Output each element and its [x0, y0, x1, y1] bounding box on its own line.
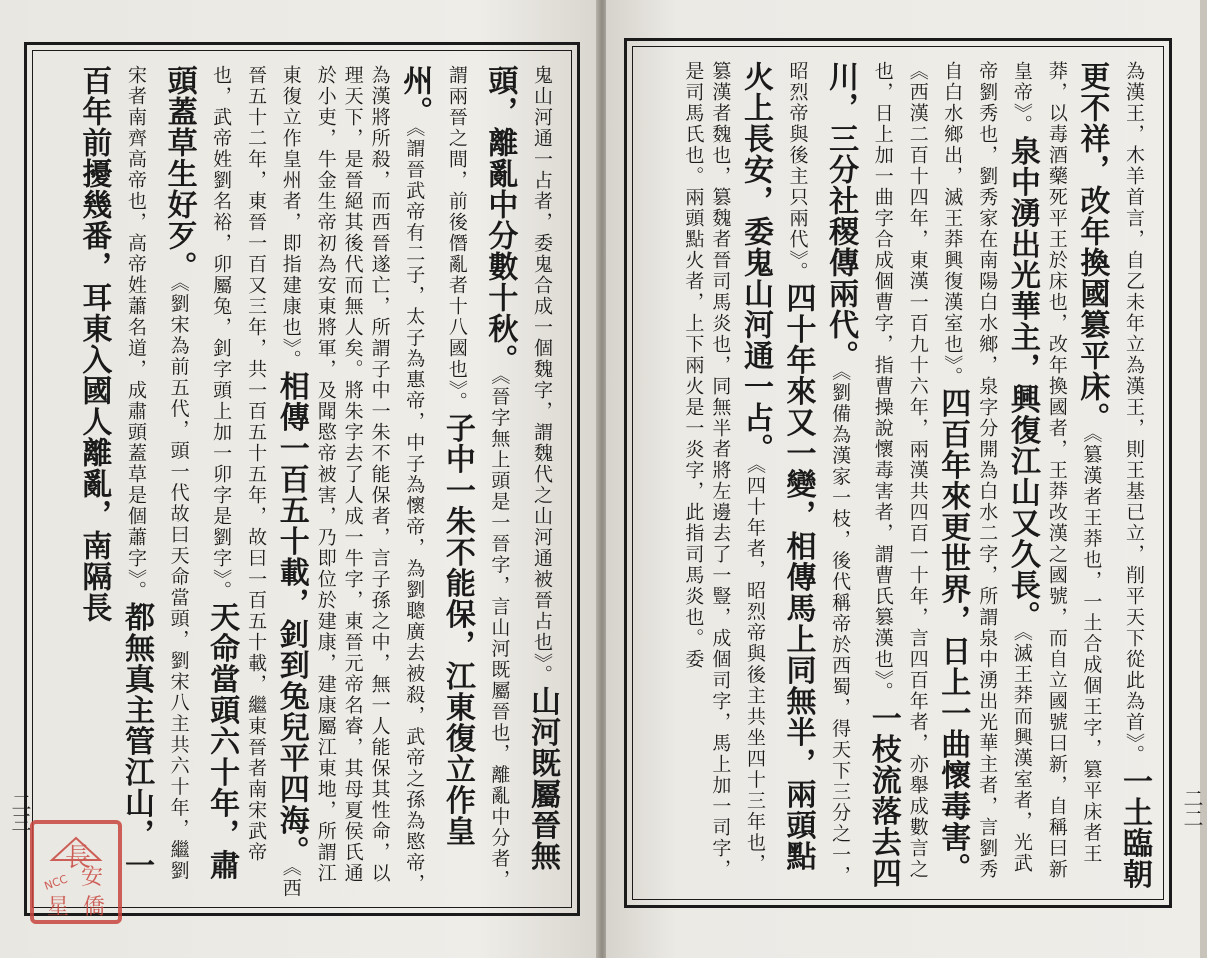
svg-text:安: 安: [80, 865, 104, 890]
verse-text: 四十年來又一變，相傳馬上同無半，兩頭點火上長安，委鬼山河通一占。: [737, 61, 816, 872]
left-page-text: [41, 65, 563, 899]
svg-text:NCC: NCC: [42, 872, 70, 893]
verse-text: 四百年來更世界，日上一曲懷毒害。: [935, 387, 971, 884]
right-page-text: [641, 61, 1155, 891]
svg-text:長: 長: [64, 843, 92, 873]
svg-text:僑: 僑: [82, 895, 106, 920]
verse-text: 一枝流落去四川，三分社稷傳兩代。: [823, 61, 901, 889]
commentary-text: 為漢王，木羊首言，自乙未年立為漢王，則王基已立，削平天下從此為首》。: [1123, 61, 1145, 766]
verse-text: 都無真主管江山，一百年前擾幾番，耳東入國人離亂，南隔長: [76, 65, 154, 881]
commentary-text: 鬼山河通一占者，委鬼合成一個魏字，謂魏代之山河通被晉占也》。: [531, 65, 553, 686]
svg-text:星: 星: [46, 895, 70, 920]
commentary-text: 《篡漢者王莽也，一土合成個王字，篡平床者王莽，以毒酒藥死平王於床也，改年換國者，王莽改漢之國號，而自立國號曰新，自稱曰新皇帝》。: [1010, 61, 1103, 880]
verse-text: 子中一朱不能保，江東復立作皇州。: [397, 65, 475, 847]
left-page: [0, 0, 598, 958]
left-text-frame: [24, 42, 580, 916]
verse-text: 泉中湧出光華主，興復江山又久長。: [1004, 135, 1040, 632]
commentary-text: 《西晉五十二年，東晉一百又三年，共一百五十五年，故曰一百五十載，繼東晉者南宋武帝也，武帝姓劉名裕，卯屬兔，釗字頭上加一卯字是劉字》。: [210, 65, 302, 899]
right-page-number: 二二: [1180, 788, 1204, 828]
right-text-frame: [624, 38, 1172, 908]
commentary-text: 《劉宋為前五代，頭一代故曰天命當頭，劉宋八主共六十年，繼劉宋者南齊高帝也，高帝姓蕭名道，成肅頭蓋草是個蕭字》。: [124, 65, 190, 882]
right-page: [606, 0, 1204, 958]
commentary-text: 《四十年者，昭烈帝與後主共坐四十三年也，篡漢者魏也，篡魏者晉司馬炎也，同無半者將左邊去了一豎，成個司字，馬上加一司字，是司馬氏也。兩頭點火者，上下兩火是一炎字，此指司馬炎也。委: [682, 61, 766, 880]
verse-text: 山河既屬晉無頭，離亂中分數十秋。: [482, 65, 560, 872]
verse-text: 一土臨朝更不祥，改年換國篡平床。: [1074, 61, 1152, 890]
verse-text: 天命當頭六十年，肅頭蓋草生好歹。: [161, 65, 240, 881]
commentary-text: 《劉備為漢家一枝，後代稱帝於西蜀，得天下三分之一，昭烈帝與後主只兩代》。: [786, 61, 852, 887]
commentary-text: 《晉字無上頭是一晉字，言山河既屬晉也，離亂中分者，謂兩晉之間，前後僭亂者十八國也》。: [445, 65, 511, 891]
left-page-number: 二三: [8, 792, 32, 832]
commentary-text: 《滅王莽而興漢室者，光武帝劉秀也，劉秀家在南陽白水鄉，泉字分開為白水二字，所謂泉中湧出光華主者，言劉秀自白水鄉出，滅王莽興復漢室也》。: [941, 61, 1033, 880]
verse-text: 相傳一百五十載，釗到兔兒平四海。: [273, 370, 309, 867]
commentary-text: 《謂晉武帝有二子，太子為惠帝，中子為懷帝，為劉聰廣去被殺，武帝之孫為愍帝，為漢將所殺，而西晉遂亡，所謂子中一朱不能保者，言子孫之中，無一人能保其性命，以理天下，是晉絕其後代而無人矣。將朱字去了人成一牛字，東晉元帝名睿，其母夏侯氏通於小吏，牛金生帝初為安東將軍，及聞愍帝被害，乃即位於建康，建康屬江東地，所謂江東復立作皇州者，即指建康也》。: [279, 65, 426, 895]
red-seal-stamp: [30, 820, 122, 924]
commentary-text: 《西漢二百十四年，東漢一百九十六年，兩漢共四百一十年，言四百年者，亦舉成數言之也，日上加一曲字合成個曹字，指曹操說懷毒害者，謂曹氏篡漢也》。: [871, 61, 929, 880]
